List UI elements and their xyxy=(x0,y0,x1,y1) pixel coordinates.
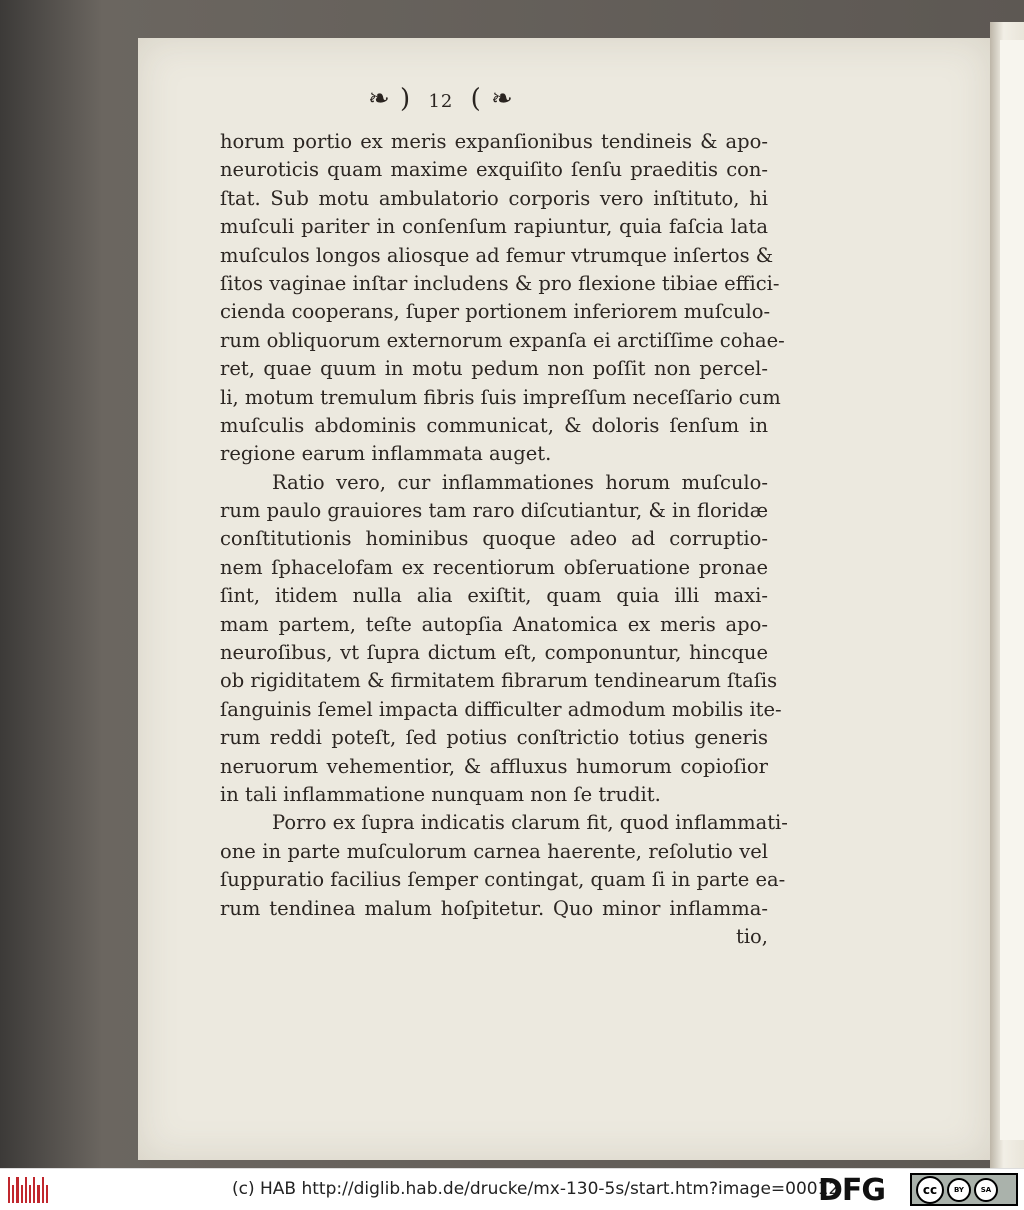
ornament-left: ❧ ) xyxy=(368,84,412,114)
facing-page-margin xyxy=(1000,40,1024,1140)
text-line: rum tendinea malum hoſpitetur. Quo minor inflamma- xyxy=(220,896,768,920)
text-line: muſculis abdominis communicat, & doloris ſenſum in xyxy=(220,413,768,437)
by-attribution-icon xyxy=(947,1178,971,1202)
text-line: neuroticis quam maxime exquiſito ſenſu praeditis con- xyxy=(220,158,768,182)
hab-logo-icon[interactable] xyxy=(8,1177,48,1203)
cc-icon: cc xyxy=(916,1176,944,1204)
viewer-footer xyxy=(0,1168,1024,1210)
cc-license-badge[interactable] xyxy=(910,1173,1018,1206)
text-line: ſuppuratio facilius ſemper contingat, quam ſi in parte ea- xyxy=(220,868,786,892)
text-line: neruorum vehementior, & affluxus humorum copioſior xyxy=(220,754,768,778)
text-line: ob rigiditatem & firmitatem fibrarum tendinearum ſtaſis xyxy=(220,669,778,693)
text-line: rum reddi poteſt, ſed potius conſtrictio totius generis xyxy=(220,726,768,750)
text-line: cienda cooperans, ſuper portionem inferiorem muſculo- xyxy=(220,300,771,324)
catchword: tio, xyxy=(735,924,768,948)
text-line: nem ſphacelofam ex recentiorum obſeruatione pronae xyxy=(220,555,768,579)
text-line: li, motum tremulum fibris ſuis impreſſum neceſſario cum xyxy=(220,385,781,409)
copyright-link[interactable]: (c) HAB http://diglib.hab.de/drucke/mx-130-5s/start.htm?image=00012 xyxy=(232,1179,840,1199)
text-line: in tali inflammatione nunquam non ſe trudit. xyxy=(220,782,661,806)
ornament-right: ( ❧ xyxy=(470,84,514,114)
text-line: mam partem, teſte autopſia Anatomica ex meris apo- xyxy=(220,612,768,636)
text-line: ſitos vaginae inſtar includens & pro flexione tibiae effici- xyxy=(220,271,780,295)
text-line: one in parte muſculorum carnea haerente, reſolutio vel xyxy=(220,839,768,863)
text-line: ſtat. Sub motu ambulatorio corporis vero inſtituto, hi xyxy=(220,186,768,210)
text-line: neuroſibus, vt ſupra dictum eſt, componuntur, hincque xyxy=(220,641,768,665)
text-line: ſanguinis ſemel impacta difficulter admodum mobilis ite- xyxy=(220,697,782,721)
page-header xyxy=(368,84,768,120)
text-line: horum portio ex meris expanſionibus tendineis & apo- xyxy=(220,130,768,153)
text-line: ſint, itidem nulla alia exiſtit, quam quia illi maxi- xyxy=(220,584,768,608)
dfg-logo[interactable]: DFG xyxy=(818,1173,886,1208)
by-label: BY xyxy=(953,1185,965,1194)
text-line: rum paulo grauiores tam raro diſcutiantur, & in floridæ xyxy=(220,499,769,523)
text-line: conſtitutionis hominibus quoque adeo ad corruptio- xyxy=(220,527,768,551)
text-line: regione earum inflammata auget. xyxy=(220,442,552,466)
text-line: muſculos longos aliosque ad femur vtrumque inſertos & xyxy=(220,243,774,267)
text-line: rum obliquorum externorum expanſa ei arctiſſime cohae- xyxy=(220,328,785,352)
text-line: Porro ex ſupra indicatis clarum fit, quod inflammati- xyxy=(272,811,788,835)
text-line: Ratio vero, cur inflammationes horum muſculo- xyxy=(272,470,768,494)
page-number: 12 xyxy=(428,91,454,112)
sa-sharealike-icon xyxy=(974,1178,998,1202)
text-line: muſculi pariter in conſenſum rapiuntur, quia faſcia lata xyxy=(220,215,768,239)
body-text xyxy=(220,128,788,951)
sa-label: SA xyxy=(980,1185,992,1194)
text-line: ret, quae quum in motu pedum non poſſit non percel- xyxy=(220,357,768,381)
